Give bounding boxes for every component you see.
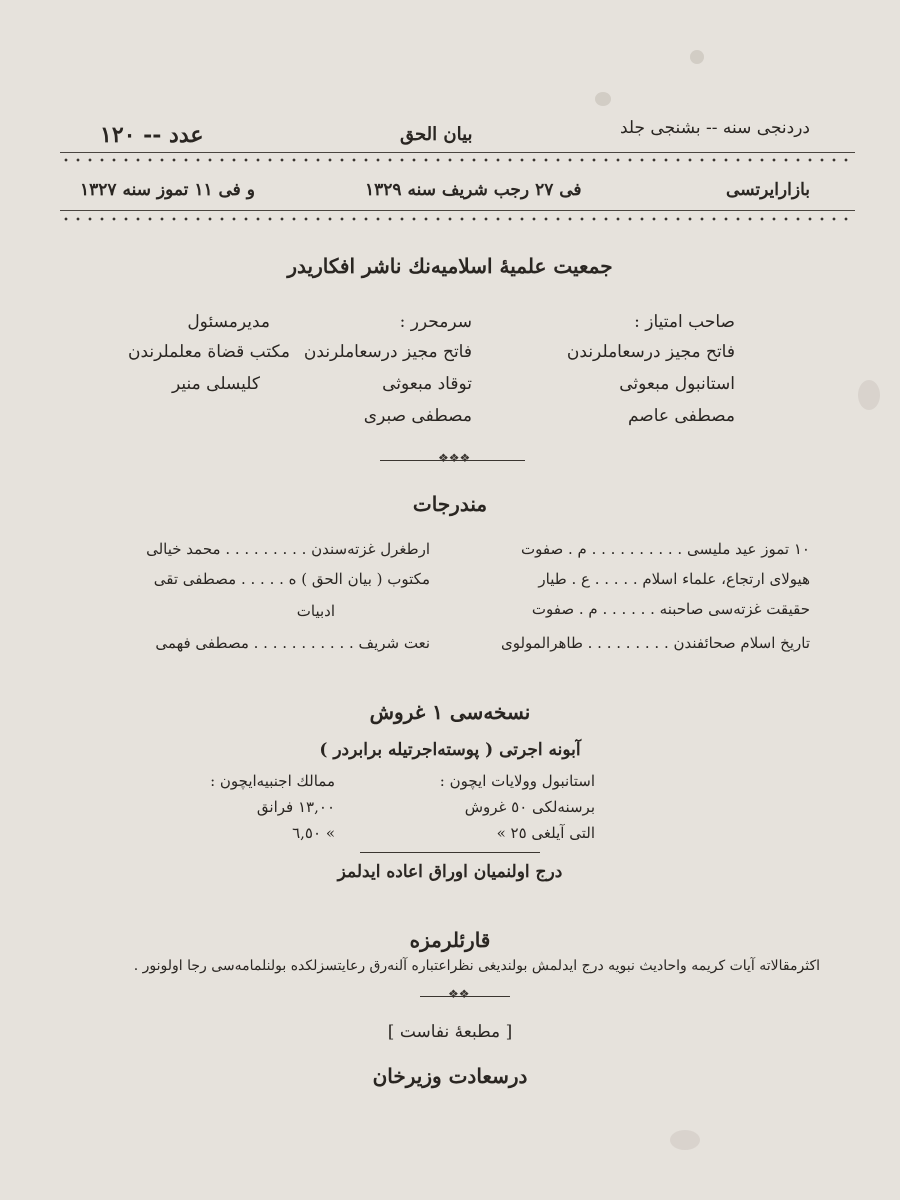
masthead-title: بيان الحق [400,124,473,145]
section-rule [360,852,540,853]
staff-name: كلیسلی منیر [172,374,260,394]
contents-entry: مكتوب ( بیان الحق ) ه . . . . . مصطفی تقی [153,570,430,588]
staff-line: فاتح مجیز درسعاملرندن [566,342,735,362]
contents-entry: تاریخ اسلام صحائفندن . . . . . . . . . طاهرالمولوی [500,634,810,652]
contents-entry: ارطغرل غزته‌سندن . . . . . . . . . محمد خیالی [146,540,430,558]
subscription-heading: آبونه اجرتی ( پوسته‌اجرتیله برابردر ) [319,740,581,760]
staff-role: صاحب امتیاز : [634,312,735,332]
contents-entry: ادبیات [296,602,335,620]
paper-stain [690,50,704,64]
ornamental-border [60,216,855,222]
foreign-half-year: » ٦,٥٠ [292,824,335,842]
staff-role: سرمحرر : [399,312,472,332]
volume-line: دردنجی سنه -- بشنجی جلد [619,118,810,138]
contents-heading: مندرجات [412,492,488,516]
paper-stain [858,380,880,410]
foreign-yearly: ١٣,٠٠ فرانق [256,798,335,816]
header-rule [60,152,855,153]
domestic-half-year: التی آیلغی ٢٥ » [496,824,595,842]
staff-line: مكتب قضاة معلملرندن [128,342,290,362]
paper-stain [670,1130,700,1150]
ornamental-border [60,157,855,163]
contents-entry: ١٠ تموز عید ملیسی . . . . . . . . . . م . صفوت [521,540,810,558]
issue-price: نسخه‌سی ١ غروش [369,700,531,724]
staff-line: توقاد مبعوثی [382,374,472,394]
foreign-title: ممالك اجنبیه‌ایچون : [210,772,335,790]
domestic-title: استانبول وولایات ایچون : [439,772,595,790]
publisher-line: جمعیت علمیهٔ اسلامیه‌نك ناشر افكاریدر [287,254,613,278]
staff-role: مدیرمسئول [187,312,270,332]
staff-name: مصطفی عاصم [627,406,735,426]
weekday: بازارایرتسی [726,180,810,200]
staff-name: مصطفی صبری [363,406,472,426]
rumi-date: و فی ١١ تموز سنه ١٣٢٧ [80,180,255,200]
domestic-yearly: برسنه‌لكی ٥٠ غروش [464,798,595,816]
contents-entry: هیولای ارتجاع، علماء اسلام . . . . . ع . طیار [538,570,810,588]
hijri-date: فی ٢٧ رجب شریف سنه ١٣٢٩ [365,180,582,200]
issue-number: عدد -- ١٢٠ [100,122,204,148]
paper-stain [595,92,611,106]
printer-name: [ مطبعهٔ نفاست ] [387,1022,513,1042]
readers-heading: قارئلرمزه [409,928,491,952]
newspaper-front-page: دردنجی سنه -- بشنجی جلد بيان الحق عدد -- ١٢٠ بازارایرتسی فی ٢٧ رجب شریف سنه ١٣٢٩ و فی ١١ تموز سنه ١٣٢٧ جمعیت علمیهٔ اسلامیه‌نك ناشر افكاریدر صاحب امتیاز : فاتح مجیز درسعاملرندن استانبول مبعوثی مصطفی عاصم سرمحرر : فاتح مجیز درسعاملرندن توقاد مبعوثی مصطفی صبری مدیرمسئول مكتب قضاة معلملرندن كلیسلی منیر ❖❖❖ مندرجات ١٠ تموز عید ملیسی . . . . . . . . . . م . صفوت ارطغرل غزته‌سندن . . . . . . . . . محمد خیالی هیولای ارتجاع، علماء اسلام . . . . . ع . طیار مكتوب ( بیان الحق ) ه . . . . . مصطفی تقی حقیقت غزته‌سی صاحبنه . . . . . . م . صفوت ادبیات تاریخ اسلام صحائفندن . . . . . . . . . طاهرالمولوی نعت شریف . . . . . . . . . . . مصطفی فهمی نسخه‌سی ١ غروش آبونه اجرتی ( پوسته‌اجرتیله برابردر ) استانبول وولایات ایچون : برسنه‌لكی ٥٠ غروش التی آیلغی ٢٥ » ممالك اجنبیه‌ایچون : ١٣,٠٠ فرانق » ٦,٥٠ درج اولنمیان اوراق اعاده ایدلمز قارئلرمزه اكثرمقالاته آیات كریمه واحادیث نبویه درج ایدلمش بولندیغی نظراعتباره آلنه‌رق رعایتسزلكده بولنلمامه‌سی رجا اولونور . ❖❖ [ مطبعهٔ نفاست ] درسعادت وزیرخان [0,0,900,1200]
readers-notice: اكثرمقالاته آیات كریمه واحادیث نبویه درج ایدلمش بولندیغی نظراعتباره آلنه‌رق رعایتسزلكده بولنلمامه‌سی رجا اولونور . [133,958,820,974]
contents-entry: حقیقت غزته‌سی صاحبنه . . . . . . م . صفوت [531,600,810,618]
printer-location: درسعادت وزیرخان [372,1064,528,1088]
contents-entry: نعت شریف . . . . . . . . . . . مصطفی فهمی [155,634,430,652]
staff-line: فاتح مجیز درسعاملرندن [303,342,472,362]
header-rule [60,210,855,211]
staff-line: استانبول مبعوثی [619,374,735,394]
no-return-notice: درج اولنمیان اوراق اعاده ایدلمز [337,862,563,882]
